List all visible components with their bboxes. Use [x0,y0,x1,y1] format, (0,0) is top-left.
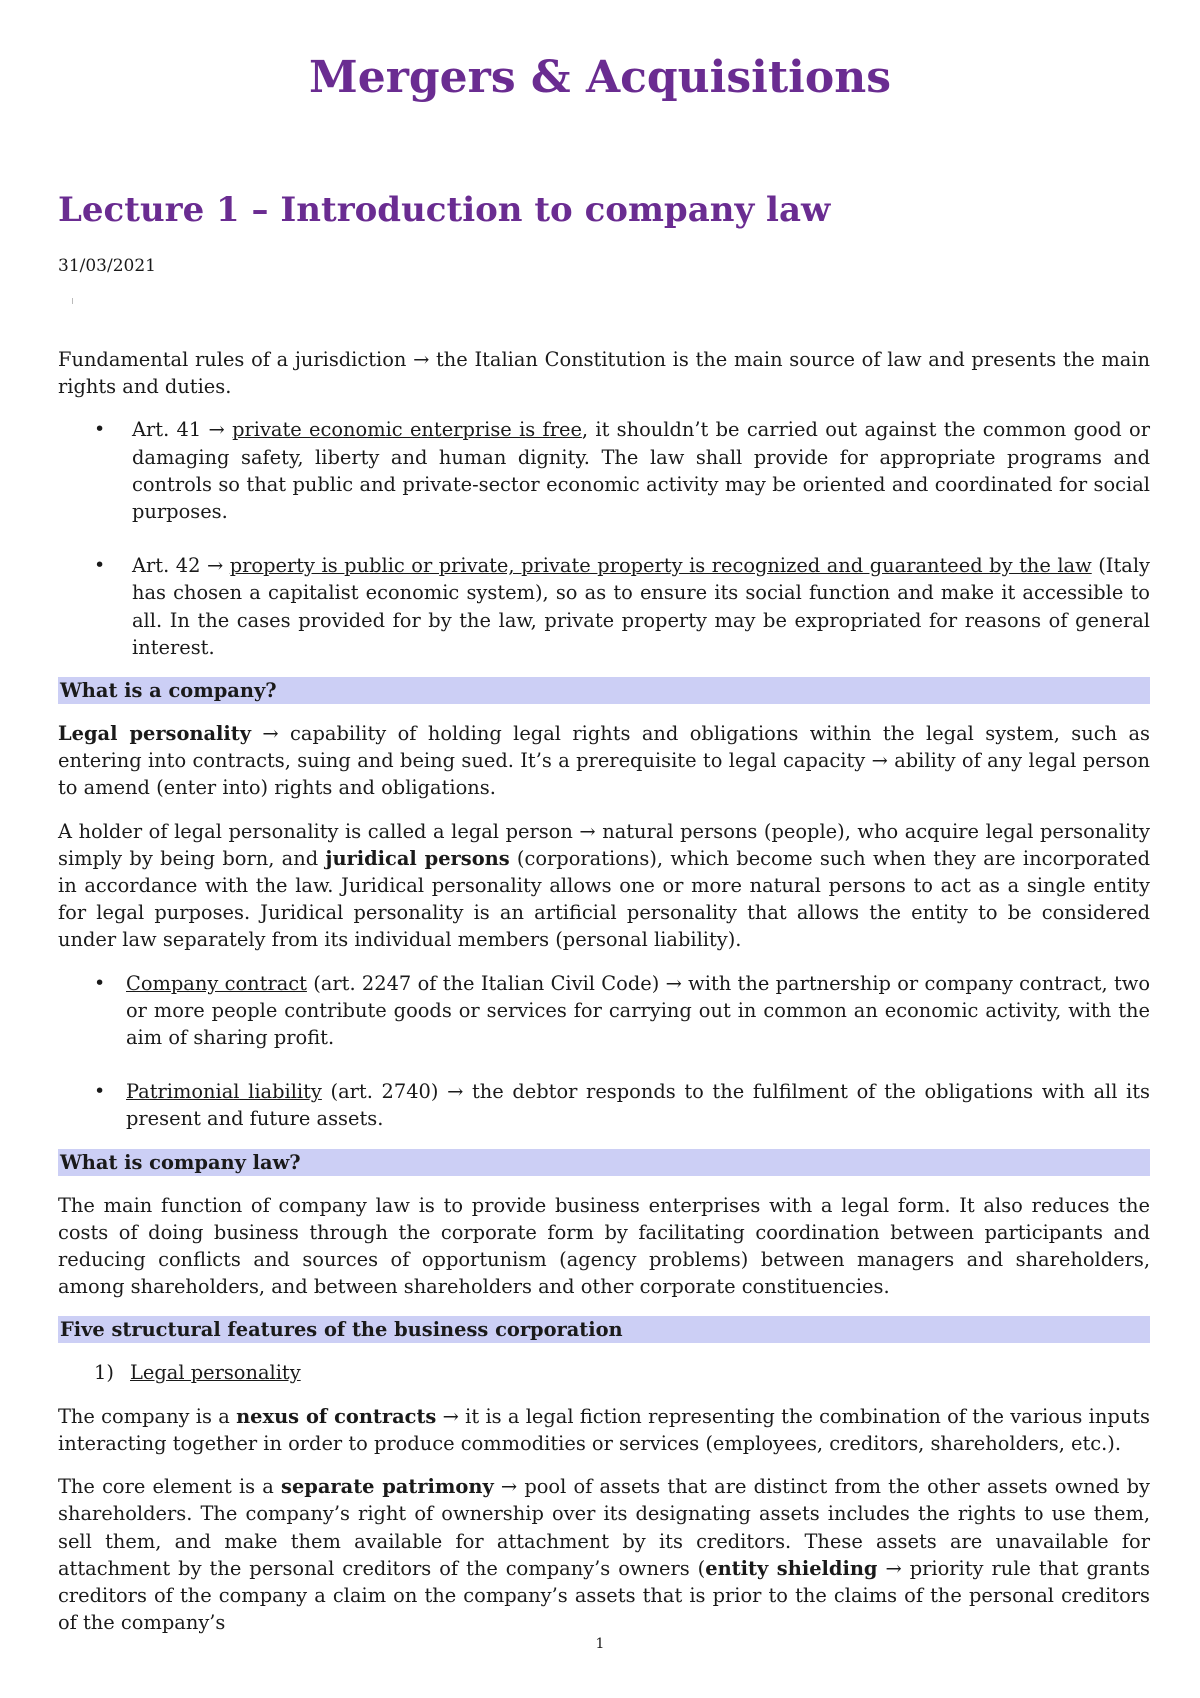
list-item-company-contract: • Company contract (art. 2247 of the Italian Civil Code) → with the partnership or company contract, two or more people contribute goods or services for carrying out in common an economic activity, with the aim of sharing profit. [94,971,1151,1050]
legal-personality-paragraph: Legal personality → capability of holding legal rights and obligations within the legal system, such as entering into contracts, suing and being sued. It’s a prerequisite to legal capacity → ability of any legal person to amend (enter into) rights and obligations. [58,722,1151,800]
page-number: 1 [595,1636,605,1652]
nexus-paragraph: The company is a nexus of contracts → it is a legal fiction representing the combination of the various inputs interacting together in order to produce commodities or services (employees, creditors, shareholders, etc.). [58,1404,1150,1455]
bullet-icon: • [94,554,106,577]
bullet-icon: • [94,971,106,994]
intro-paragraph: Fundamental rules of a jurisdiction → the Italian Constitution is the main source of law and presents the main rights and duties. [58,348,1150,399]
feature-item-1: 1) Legal personality [94,1361,301,1385]
list-item-patrimonial-liability: • Patrimonial liability (art. 2740) → the debtor responds to the fulfilment of the obligations with all its present and future assets. [94,1080,1150,1131]
bullet-icon: • [94,418,106,441]
bullet-icon: • [94,1080,106,1103]
list-item-art42: • Art. 42 → property is public or private, private property is recognized and guaranteed by the law (Italy has chosen a capitalist economic system), so as to ensure its social function and make it accessible to all. In the cases provided for by the law, private property may be expropriated for reasons of general interest. [94,554,1150,659]
section-heading-company: What is a company? [58,677,1150,704]
tick-mark [72,298,73,304]
list-item-art41: • Art. 41 → private economic enterprise is free, it shouldn’t be carried out against the common good or damaging safety, liberty and human dignity. The law shall provide for appropriate programs and controls so that public and private-sector economic activity may be oriented and coordinated for social purposes. [94,418,1150,524]
lecture-date: 31/03/2021 [58,256,156,276]
company-list [58,970,1150,1133]
company-law-paragraph: The main function of company law is to provide business enterprises with a legal form. It also reduces the costs of doing business through the corporate form by facilitating coordination between participants and reducing conflicts and sources of opportunism (agency problems) between managers and shareholders, among shareholders, and between shareholders and other corporate constituencies. [58,1193,1150,1299]
document-title: Mergers & Acquisitions [309,52,891,103]
patrimony-paragraph: The core element is a separate patrimony → pool of assets that are distinct from the other assets owned by shareholders. The company’s right of ownership over its designating assets includes the rights to use them, sell them, and make them available for attachment by its creditors. These assets are unavailable for attachment by the personal creditors of the company’s owners (entity shielding → priority rule that grants creditors of the company a claim on the company’s assets that is prior to the claims of the personal creditors of the company’s [58,1475,1150,1635]
section-heading-features: Five structural features of the business corporation [58,1316,1150,1343]
document-body [58,346,1150,1652]
lecture-title: Lecture 1 – Introduction to company law [58,190,831,230]
constitution-list [58,416,1150,661]
section-heading-company-law: What is company law? [58,1149,1150,1176]
holder-paragraph: A holder of legal personality is called a legal person → natural persons (people), who acquire legal personality simply by being born, and juridical persons (corporations), which become such when they are incorporated in accordance with the law. Juridical personality allows one or more natural persons to act as a single entity for legal purposes. Juridical personality is an artificial personality that allows the entity to be considered under law separately from its individual members (personal liability). [58,819,1150,952]
